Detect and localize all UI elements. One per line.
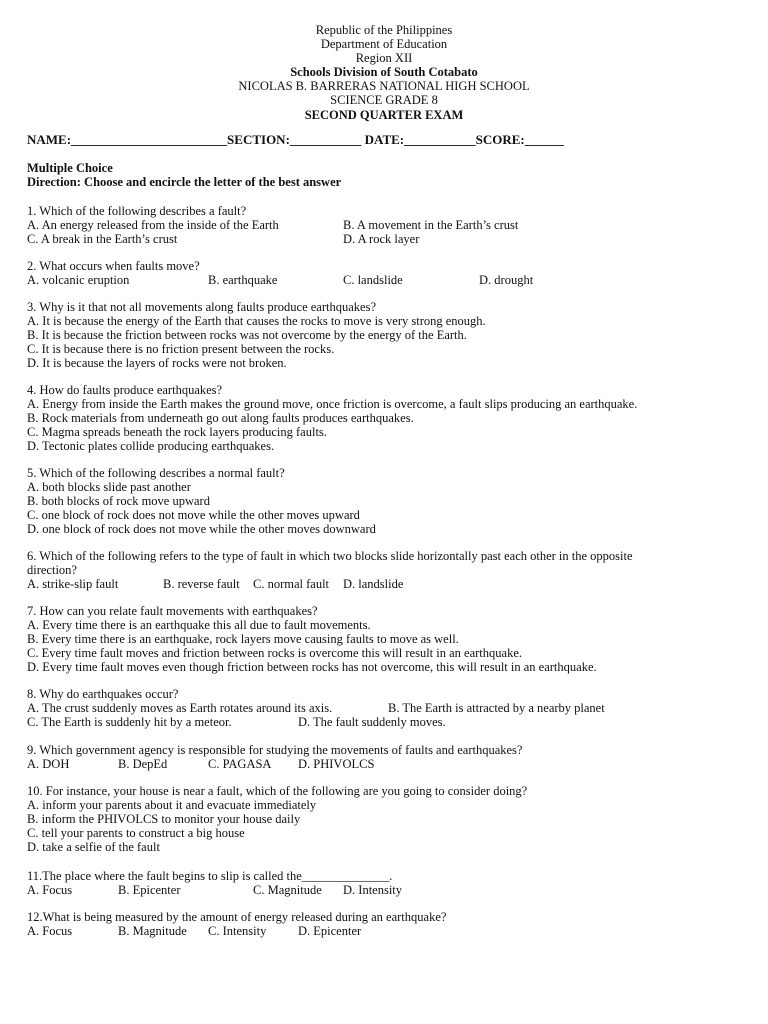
q1-option-c: C. A break in the Earth’s crust [27,232,178,246]
q8-option-c: C. The Earth is suddenly hit by a meteor. [27,715,232,729]
q8-option-a: A. The crust suddenly moves as Earth rotates around its axis. [27,701,333,715]
q5-option-b: B. both blocks of rock move upward [27,494,210,508]
q3-option-d: D. It is because the layers of rocks were not broken. [27,356,287,370]
q7-option-b: B. Every time there is an earthquake, rock layers move causing faults to move as well. [27,632,459,646]
q9-option-a: A. DOH [27,757,70,771]
header-republic: Republic of the Philippines [315,23,453,37]
q4-option-b: B. Rock materials from underneath go out along faults produces earthquakes. [27,411,414,425]
q8-option-b: B. The Earth is attracted by a nearby planet [388,701,605,715]
question-5: 5. Which of the following describes a normal fault? [27,466,285,480]
q9-option-b: B. DepEd [118,757,168,771]
q2-option-a: A. volcanic eruption [27,273,130,287]
q2-option-d: D. drought [479,273,534,287]
q3-option-a: A. It is because the energy of the Earth that causes the rocks to move is very strong enough. [27,314,486,328]
q11-option-b: B. Epicenter [118,883,181,897]
q7-option-d: D. Every time fault moves even though friction between rocks has not overcome, this will result in an earthquake. [27,660,597,674]
header-region: Region XII [355,51,413,66]
q4-option-c: C. Magma spreads beneath the rock layers producing faults. [27,425,327,439]
question-3: 3. Why is it that not all movements along faults produce earthquakes? [27,300,376,314]
q11-option-d: D. Intensity [343,883,403,897]
section-title: Multiple Choice [27,161,113,175]
q9-option-d: D. PHIVOLCS [298,757,375,771]
header-department: Department of Education [320,37,448,52]
q11-option-a: A. Focus [27,883,73,897]
question-6-cont: direction? [27,563,77,577]
header-division: Schools Division of South Cotabato [290,65,478,80]
header-school: NICOLAS B. BARRERAS NATIONAL HIGH SCHOOL [238,79,530,94]
student-info-line: NAME:________________________SECTION:___________ DATE:___________SCORE:______ [27,132,564,147]
q2-option-c: C. landslide [343,273,403,287]
question-12: 12.What is being measured by the amount of energy released during an earthquake? [27,910,447,924]
q1-option-d: D. A rock layer [343,232,420,246]
q5-option-c: C. one block of rock does not move while the other moves upward [27,508,360,522]
exam-header [0,23,768,122]
header-subject: SCIENCE GRADE 8 [330,93,438,108]
q3-option-b: B. It is because the friction between rocks was not overcome by the energy of the Earth. [27,328,467,342]
question-2: 2. What occurs when faults move? [27,259,200,273]
question-4: 4. How do faults produce earthquakes? [27,383,223,397]
q10-option-c: C. tell your parents to construct a big house [27,826,245,840]
section-direction: Direction: Choose and encircle the letter of the best answer [27,175,342,189]
q7-option-a: A. Every time there is an earthquake this all due to fault movements. [27,618,371,632]
q8-option-d: D. The fault suddenly moves. [298,715,446,729]
question-1: 1. Which of the following describes a fault? [27,204,247,218]
question-7: 7. How can you relate fault movements with earthquakes? [27,604,318,618]
q12-option-d: D. Epicenter [298,924,362,938]
q3-option-c: C. It is because there is no friction present between the rocks. [27,342,335,356]
q10-option-b: B. inform the PHIVOLCS to monitor your house daily [27,812,301,826]
q6-option-b: B. reverse fault [163,577,240,591]
q5-option-a: A. both blocks slide past another [27,480,191,494]
q12-option-c: C. Intensity [208,924,267,938]
q6-option-c: C. normal fault [253,577,330,591]
q1-option-b: B. A movement in the Earth’s crust [343,218,519,232]
q9-option-c: C. PAGASA [208,757,272,771]
header-exam-title: SECOND QUARTER EXAM [304,107,464,122]
q1-option-a: A. An energy released from the inside of the Earth [27,218,279,232]
section-heading [27,161,341,189]
q5-option-d: D. one block of rock does not move while the other moves downward [27,522,376,536]
q4-option-a: A. Energy from inside the Earth makes the ground move, once friction is overcome, a fault slips producing an earthquake. [27,397,638,411]
q11-option-c: C. Magnitude [253,883,322,897]
q4-option-d: D. Tectonic plates collide producing earthquakes. [27,439,275,453]
q12-option-b: B. Magnitude [118,924,187,938]
question-9: 9. Which government agency is responsible for studying the movements of faults and earthquakes? [27,743,523,757]
question-8: 8. Why do earthquakes occur? [27,687,179,701]
q12-option-a: A. Focus [27,924,73,938]
question-11: 11.The place where the fault begins to slip is called the______________. [27,869,393,883]
q10-option-d: D. take a selfie of the fault [27,840,160,854]
question-10: 10. For instance, your house is near a fault, which of the following are you going to consider doing? [27,784,528,798]
q6-option-d: D. landslide [343,577,404,591]
q2-option-b: B. earthquake [208,273,278,287]
question-6: 6. Which of the following refers to the type of fault in which two blocks slide horizontally past each other in the opposite [27,549,633,563]
q6-option-a: A. strike-slip fault [27,577,119,591]
q7-option-c: C. Every time fault moves and friction between rocks is overcome this will result in an earthquake. [27,646,522,660]
q10-option-a: A. inform your parents about it and evacuate immediately [27,798,317,812]
